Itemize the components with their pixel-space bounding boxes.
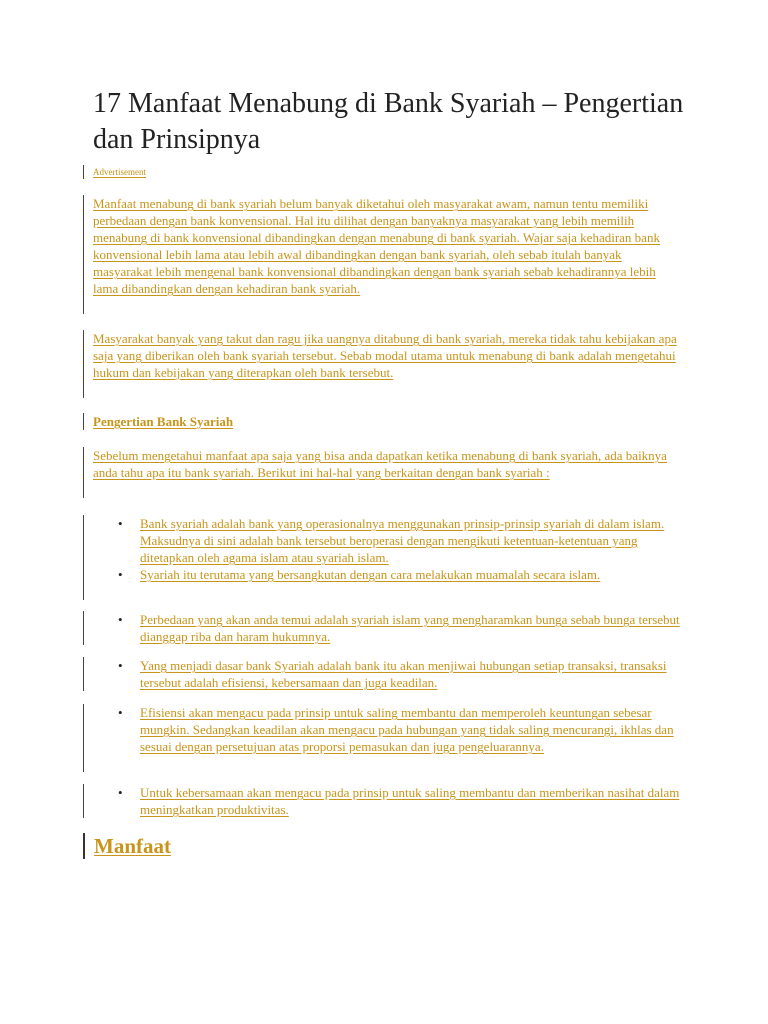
advertisement-link[interactable]: Advertisement	[93, 167, 146, 177]
bullet-group-4[interactable]	[83, 704, 680, 772]
bullet-item-4[interactable]: Yang menjadi dasar bank Syariah adalah bank itu akan menjiwai hubungan setiap transaksi, transaksi tersebut adalah efisiensi, kebersamaan dan juga keadilan.	[140, 658, 667, 690]
intro-paragraph[interactable]	[83, 447, 683, 498]
section-heading-pengertian[interactable]: Pengertian Bank Syariah	[93, 414, 234, 429]
bullet-dot: •	[118, 705, 123, 720]
bullet-group-2[interactable]	[83, 611, 680, 645]
advertisement-label-block[interactable]	[83, 165, 146, 179]
bullet-item-5[interactable]: Efisiensi akan mengacu pada prinsip untuk saling membantu dan memperoleh keuntungan sebesar mungkin. Sedangkan keadilan akan mengacu pada hubungan yang tidak saling mencurangi, ikhlas dan sesuai dengan persetujuan atas proporsi pemasukan dan juga pengeluarannya.	[140, 705, 674, 754]
paragraph-2[interactable]	[83, 330, 683, 398]
bullet-dot: •	[118, 567, 123, 582]
bullet-item-1[interactable]: Bank syariah adalah bank yang operasionalnya menggunakan prinsip-prinsip syariah di dalam islam. Maksudnya di sini adalah bank tersebut beroperasi dengan mengikuti ketentuan-ketentuan yang ditetapkan oleh agama islam atau syariah islam.	[140, 516, 665, 565]
bullet-group-1[interactable]	[83, 515, 680, 600]
bullet-dot: •	[118, 612, 123, 627]
section-heading-block[interactable]	[83, 413, 233, 430]
bullet-dot: •	[118, 516, 123, 531]
intro-paragraph-text[interactable]: Sebelum mengetahui manfaat apa saja yang bisa anda dapatkan ketika menabung di bank syariah, ada baiknya anda tahu apa itu bank syariah. Berikut ini hal-hal yang berkaitan dengan bank syariah :	[93, 448, 667, 480]
bullet-group-3[interactable]	[83, 657, 680, 691]
next-heading-block[interactable]	[83, 833, 171, 859]
bullet-dot: •	[118, 785, 123, 800]
bullet-dot: •	[118, 658, 123, 673]
bullet-item-3[interactable]: Perbedaan yang akan anda temui adalah syariah islam yang mengharamkan bunga sebab bunga tersebut dianggap riba dan haram hukumnya.	[140, 612, 680, 644]
page-title: 17 Manfaat Menabung di Bank Syariah – Pengertian dan Prinsipnya	[93, 88, 684, 155]
paragraph-1[interactable]	[83, 195, 683, 314]
bullet-item-2[interactable]: Syariah itu terutama yang bersangkutan dengan cara melakukan muamalah secara islam.	[140, 567, 601, 582]
bullet-item-6[interactable]: Untuk kebersamaan akan mengacu pada prinsip untuk saling membantu dan memberikan nasihat dalam meningkatkan produktivitas.	[140, 785, 680, 817]
paragraph-1-text[interactable]: Manfaat menabung di bank syariah belum banyak diketahui oleh masyarakat awam, namun tentu memiliki perbedaan dengan bank konvensional. Hal itu dilihat dengan banyaknya masyarakat yang lebih memilih menabung di bank konvensional dibandingkan dengan menabung di bank syariah. Wajar saja kehadiran bank konvensional lebih lama atau lebih awal dibandingkan dengan bank syariah, oleh sebab itulah banyak masyarakat lebih mengenal bank konvensional dibandingkan dengan bank syariah sebab kehadirannya lebih lama dibandingkan dengan kehadiran bank syariah.	[93, 196, 660, 296]
heading-manfaat[interactable]: Manfaat	[94, 834, 171, 858]
bullet-group-5[interactable]	[83, 784, 680, 818]
paragraph-2-text[interactable]: Masyarakat banyak yang takut dan ragu jika uangnya ditabung di bank syariah, mereka tidak tahu kebijakan apa saja yang diberikan oleh bank syariah tersebut. Sebab modal utama untuk menabung di bank adalah mengetahui hukum dan kebijakan yang diterapkan oleh bank tersebut.	[93, 331, 677, 380]
